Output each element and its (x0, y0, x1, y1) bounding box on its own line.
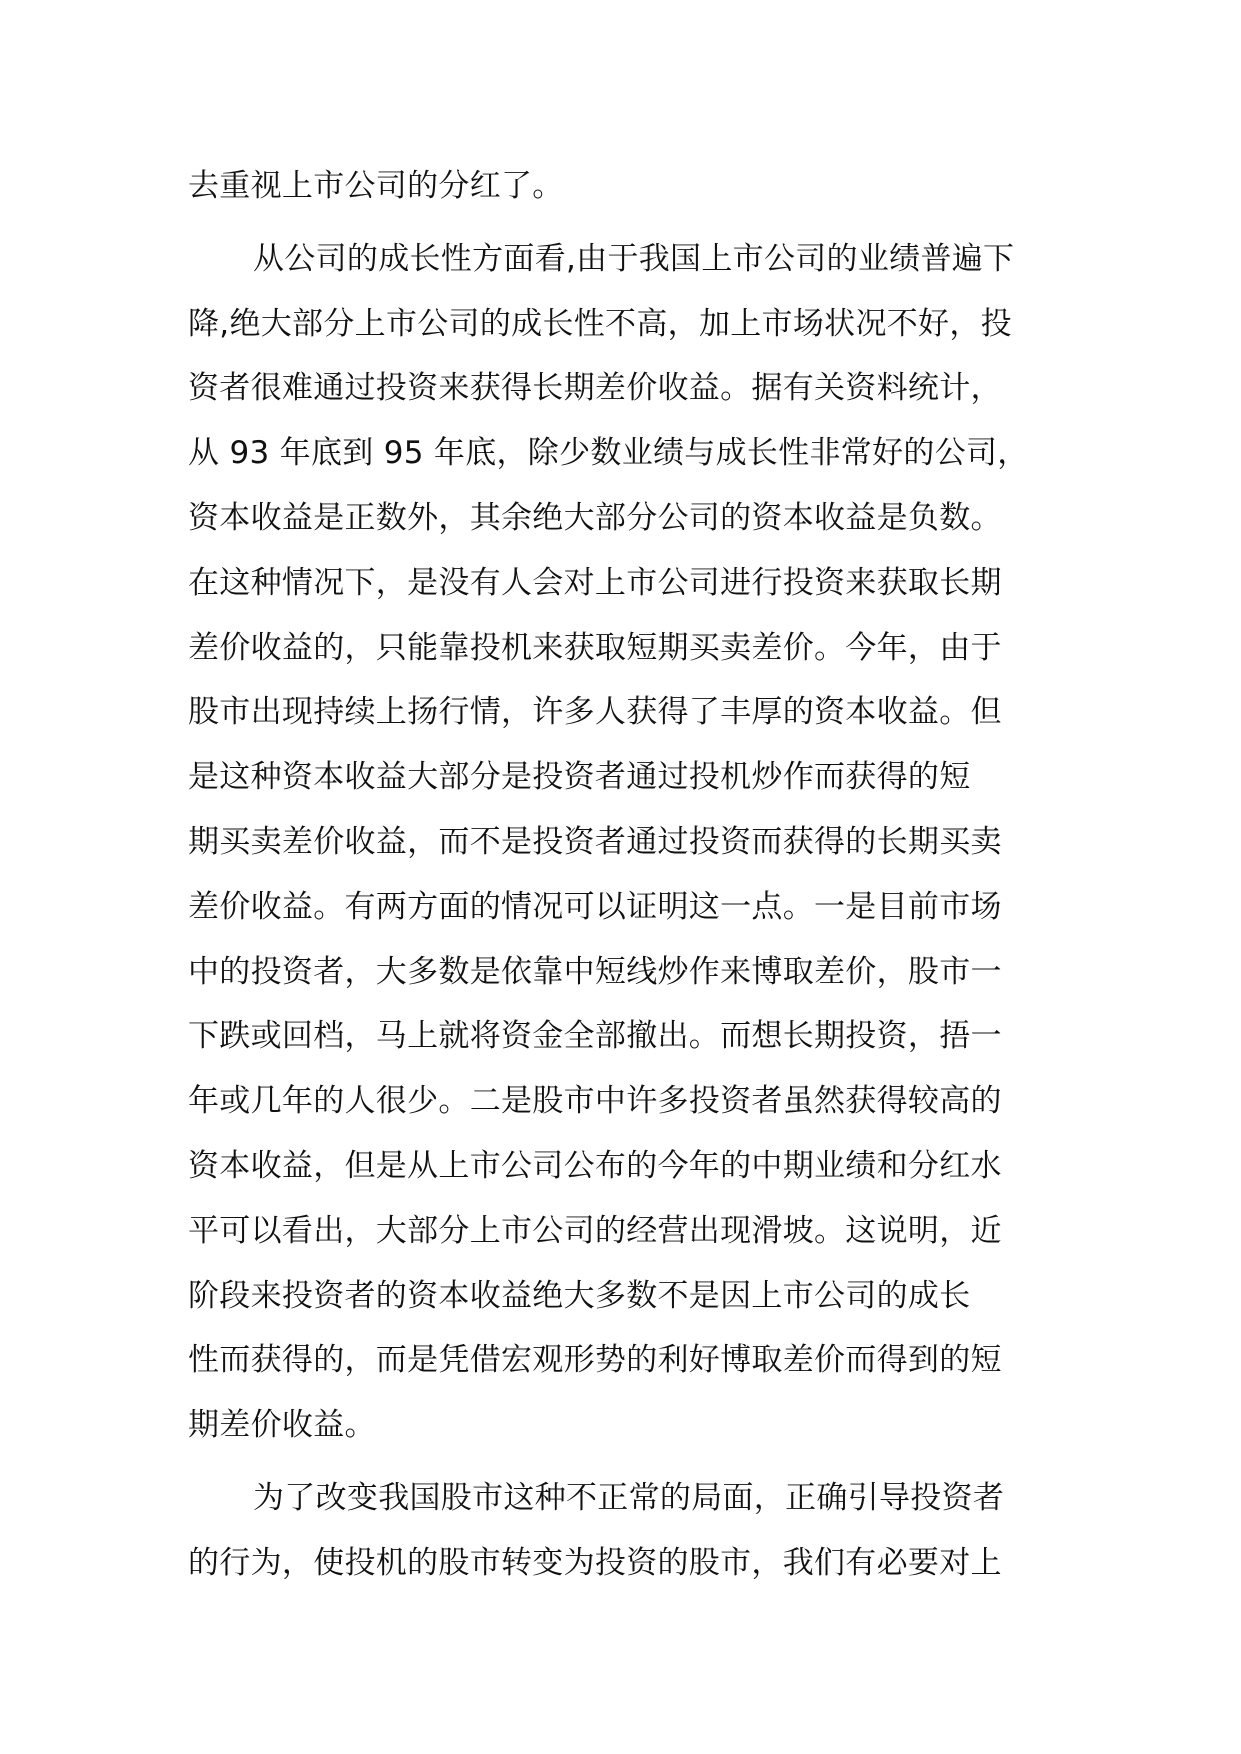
text-line: 下跌或回档，马上就将资金全部撤出。而想长期投资，捂一 (188, 1018, 1002, 1055)
text-line: 期差价收益。 (188, 1407, 376, 1444)
text-line: 平可以看出，大部分上市公司的经营出现滑坡。这说明，近 (188, 1212, 1002, 1249)
text-line: 股市出现持续上扬行情，许多人获得了丰厚的资本收益。但 (188, 694, 1002, 731)
text-line: 资本收益，但是从上市公司公布的今年的中期业绩和分红水 (188, 1147, 1002, 1184)
text-line: 差价收益。有两方面的情况可以证明这一点。一是目前市场 (188, 888, 1002, 925)
text-line: 期买卖差价收益，而不是投资者通过投资而获得的长期买卖 (188, 823, 1002, 860)
document-body (188, 154, 1068, 1596)
text-line: 从 93 年底到 95 年底，除少数业绩与成长性非常好的公司， (188, 435, 1029, 472)
paragraph-3 (188, 1466, 1068, 1596)
text-line: 差价收益的，只能靠投机来获取短期买卖差价。今年，由于 (188, 629, 1002, 666)
text-line: 从公司的成长性方面看,由于我国上市公司的业绩普遍下 (253, 240, 1015, 277)
text-line: 资者很难通过投资来获得长期差价收益。据有关资料统计， (188, 370, 1002, 407)
text-line: 阶段来投资者的资本收益绝大多数不是因上市公司的成长 (188, 1277, 971, 1314)
text-line: 年或几年的人很少。二是股市中许多投资者虽然获得较高的 (188, 1083, 1002, 1120)
text-line: 降,绝大部分上市公司的成长性不高，加上市场状况不好，投 (188, 305, 1012, 342)
text-line: 为了改变我国股市这种不正常的局面，正确引导投资者 (253, 1479, 1005, 1516)
text-line: 中的投资者，大多数是依靠中短线炒作来博取差价，股市一 (188, 953, 1002, 990)
text-line: 资本收益是正数外，其余绝大部分公司的资本收益是负数。 (188, 499, 1002, 536)
text-line: 是这种资本收益大部分是投资者通过投机炒作而获得的短 (188, 759, 971, 796)
text-line: 性而获得的，而是凭借宏观形势的利好博取差价而得到的短 (188, 1342, 1002, 1379)
text-line: 在这种情况下，是没有人会对上市公司进行投资来获取长期 (188, 564, 1002, 601)
paragraph-1 (188, 154, 1068, 219)
text-line: 去重视上市公司的分红了。 (188, 168, 564, 204)
text-line: 的行为，使投机的股市转变为投资的股市，我们有必要对上 (188, 1544, 1002, 1581)
paragraph-2 (188, 227, 1068, 1458)
